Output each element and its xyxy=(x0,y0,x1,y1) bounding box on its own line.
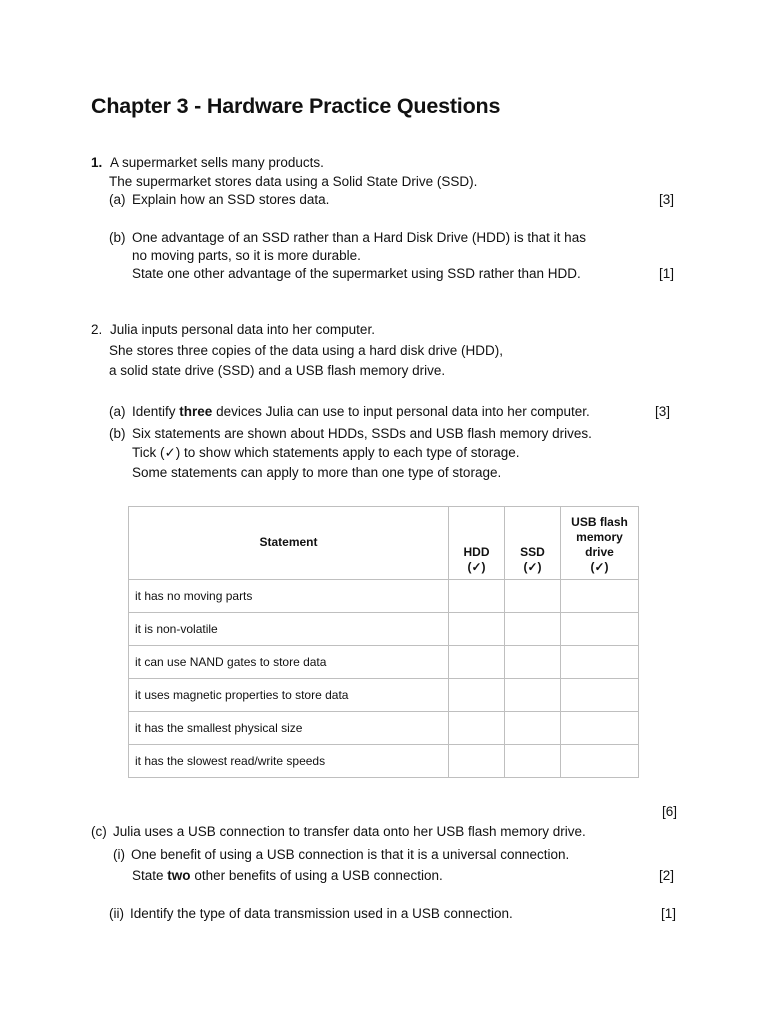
hdd-tick-cell[interactable] xyxy=(449,745,505,778)
usb-tick-cell[interactable] xyxy=(561,646,639,679)
table-row xyxy=(129,712,639,745)
question-2cii-marks: [1] xyxy=(660,906,676,921)
statement-cell: it can use NAND gates to store data xyxy=(129,646,449,679)
ssd-tick-cell[interactable] xyxy=(505,613,561,646)
usb-tick-cell[interactable] xyxy=(561,613,639,646)
question-2b-marks: [6] xyxy=(661,804,677,819)
question-2a-text xyxy=(132,403,590,421)
question-2ci-line-2 xyxy=(132,867,443,885)
hdd-tick-cell[interactable] xyxy=(449,679,505,712)
question-2ci-label: (i) xyxy=(113,847,125,862)
question-1b-label: (b) xyxy=(109,230,126,245)
header-usb-line-2: memory xyxy=(576,530,623,544)
question-1a-marks: [3] xyxy=(658,192,674,207)
question-1b-marks: [1] xyxy=(658,266,674,281)
storage-statement-table xyxy=(128,506,639,778)
header-usb-tick: (✓) xyxy=(590,560,609,574)
header-hdd-tick: (✓) xyxy=(467,560,486,574)
table-row xyxy=(129,679,639,712)
question-2a-marks: [3] xyxy=(654,404,670,419)
question-2cii-label: (ii) xyxy=(109,906,124,921)
header-ssd-label: SSD xyxy=(520,545,545,559)
question-2a-pre: Identify xyxy=(132,404,176,419)
question-2-stem xyxy=(91,321,375,339)
table-header-row xyxy=(129,507,639,580)
question-2c-label: (c) xyxy=(91,824,107,839)
question-1b-line-1: One advantage of an SSD rather than a Hard Disk Drive (HDD) is that it has xyxy=(132,230,586,245)
usb-tick-cell[interactable] xyxy=(561,745,639,778)
question-2b-line-2: Tick (✓) to show which statements apply to each type of storage. xyxy=(132,445,520,460)
question-2ci-bold: two xyxy=(167,868,191,883)
question-1b-line-3: State one other advantage of the supermarket using SSD rather than HDD. xyxy=(132,266,581,281)
question-2ci-marks: [2] xyxy=(658,868,674,883)
ssd-tick-cell[interactable] xyxy=(505,679,561,712)
table-row xyxy=(129,745,639,778)
hdd-tick-cell[interactable] xyxy=(449,580,505,613)
header-hdd-label: HDD xyxy=(463,545,490,559)
question-2ci-line-1: One benefit of using a USB connection is that it is a universal connection. xyxy=(131,847,570,862)
question-2b-line-3: Some statements can apply to more than one type of storage. xyxy=(132,465,502,480)
header-usb-line-1: USB flash xyxy=(571,515,628,529)
question-2-number: 2. xyxy=(91,322,103,337)
statement-cell: it has the slowest read/write speeds xyxy=(129,745,449,778)
header-usb xyxy=(561,507,639,580)
statement-cell: it is non-volatile xyxy=(129,613,449,646)
question-1-number: 1. xyxy=(91,155,103,170)
table-row xyxy=(129,646,639,679)
table-row xyxy=(129,613,639,646)
statement-cell: it has the smallest physical size xyxy=(129,712,449,745)
question-1a-text: Explain how an SSD stores data. xyxy=(132,192,330,207)
header-ssd xyxy=(505,507,561,580)
question-2ci-pre: State xyxy=(132,868,164,883)
question-2b-line-1: Six statements are shown about HDDs, SSDs and USB flash memory drives. xyxy=(132,426,592,441)
page-title: Chapter 3 - Hardware Practice Questions xyxy=(91,94,501,118)
question-1-line-1: A supermarket sells many products. xyxy=(110,155,324,170)
question-2c-text: Julia uses a USB connection to transfer data onto her USB flash memory drive. xyxy=(113,824,586,839)
statement-cell: it has no moving parts xyxy=(129,580,449,613)
question-2-line-2: She stores three copies of the data using a hard disk drive (HDD), xyxy=(109,343,503,358)
header-ssd-tick: (✓) xyxy=(523,560,542,574)
ssd-tick-cell[interactable] xyxy=(505,580,561,613)
question-2a-label: (a) xyxy=(109,404,126,419)
question-2-line-3: a solid state drive (SSD) and a USB flash memory drive. xyxy=(109,363,446,378)
hdd-tick-cell[interactable] xyxy=(449,646,505,679)
usb-tick-cell[interactable] xyxy=(561,712,639,745)
hdd-tick-cell[interactable] xyxy=(449,613,505,646)
usb-tick-cell[interactable] xyxy=(561,580,639,613)
question-2b-label: (b) xyxy=(109,426,126,441)
question-2-line-1: Julia inputs personal data into her computer. xyxy=(110,322,375,337)
ssd-tick-cell[interactable] xyxy=(505,646,561,679)
question-1a-label: (a) xyxy=(109,192,126,207)
table-row xyxy=(129,580,639,613)
question-2ci-post: other benefits of using a USB connection. xyxy=(194,868,443,883)
header-hdd xyxy=(449,507,505,580)
question-2a-post: devices Julia can use to input personal data into her computer. xyxy=(216,404,590,419)
usb-tick-cell[interactable] xyxy=(561,679,639,712)
question-2cii-text: Identify the type of data transmission used in a USB connection. xyxy=(130,906,513,921)
hdd-tick-cell[interactable] xyxy=(449,712,505,745)
header-statement: Statement xyxy=(129,507,449,580)
header-usb-line-3: drive xyxy=(585,545,614,559)
ssd-tick-cell[interactable] xyxy=(505,712,561,745)
question-2a-bold: three xyxy=(179,404,213,419)
ssd-tick-cell[interactable] xyxy=(505,745,561,778)
question-1b-line-2: no moving parts, so it is more durable. xyxy=(132,248,361,263)
question-1-line-2: The supermarket stores data using a Solid State Drive (SSD). xyxy=(109,174,478,189)
question-1-stem xyxy=(91,154,324,172)
statement-cell: it uses magnetic properties to store data xyxy=(129,679,449,712)
